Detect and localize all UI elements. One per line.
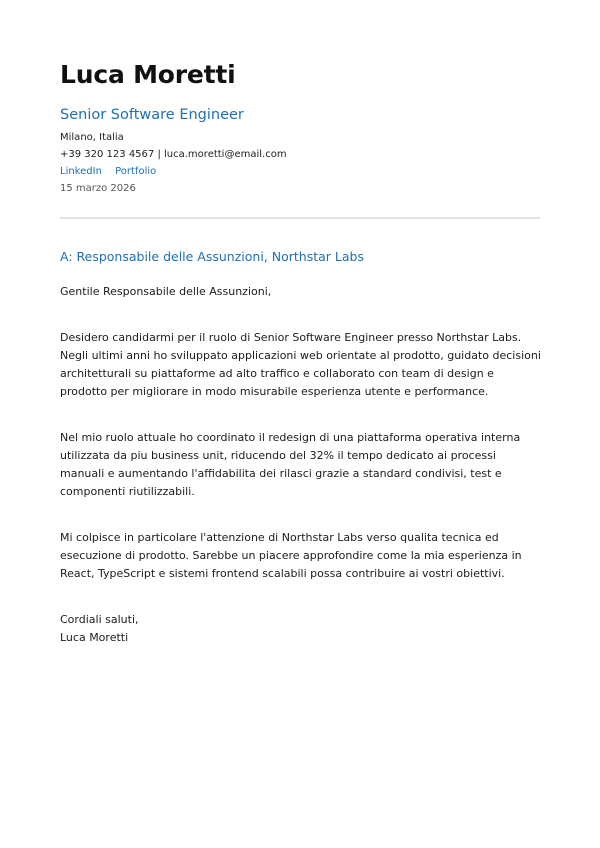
sender-contact bbox=[60, 146, 540, 163]
header-divider bbox=[60, 217, 540, 219]
letter-paragraph: Mi colpisce in particolare l'attenzione di Northstar Labs verso qualita tecnica ed esecuzione di prodotto. Sarebbe un piacere approfondire come la mia esperienza in React, TypeScript e sistemi frontend scalabili possa contribuire ai vostri obiettivi. bbox=[60, 531, 522, 580]
sender-location: Milano, Italia bbox=[60, 132, 124, 143]
letter-signature: Luca Moretti bbox=[60, 631, 129, 644]
letter-paragraph: Nel mio ruolo attuale ho coordinato il redesign di una piattaforma operativa interna utilizzata da piu business unit, riducendo del 32% il tempo dedicato ai processi manuali e aumentando l'affidabilita dei rilasci grazie a standard condivisi, test e componenti riutilizzabili. bbox=[60, 431, 521, 498]
sender-phone: +39 320 123 4567 bbox=[60, 149, 155, 160]
letter-closing-block bbox=[60, 611, 540, 647]
portfolio-link[interactable]: Portfolio bbox=[115, 166, 157, 177]
contact-separator: | bbox=[157, 149, 161, 160]
sender-email: luca.moretti@email.com bbox=[164, 149, 287, 160]
letter-paragraph: Desidero candidarmi per il ruolo di Senior Software Engineer presso Northstar Labs. Negli ultimi anni ho sviluppato applicazioni web orientate al prodotto, guidato decisioni architetturali su piattaforme ad alto traffico e collaborato con team di design e prodotto per migliorare in modo misurabile esperienza utente e performance. bbox=[60, 331, 541, 398]
letter-body bbox=[60, 249, 540, 647]
linkedin-link[interactable]: LinkedIn bbox=[60, 166, 102, 177]
letter-greeting: Gentile Responsabile delle Assunzioni, bbox=[60, 285, 272, 298]
letter-date: 15 marzo 2026 bbox=[60, 183, 136, 194]
sender-name: Luca Moretti bbox=[60, 60, 236, 89]
sender-role: Senior Software Engineer bbox=[60, 107, 244, 123]
letter-closing: Cordiali saluti, bbox=[60, 613, 139, 626]
letter-header bbox=[60, 60, 540, 197]
profile-links bbox=[60, 163, 540, 180]
letter-recipient: A: Responsabile delle Assunzioni, Northstar Labs bbox=[60, 249, 364, 264]
